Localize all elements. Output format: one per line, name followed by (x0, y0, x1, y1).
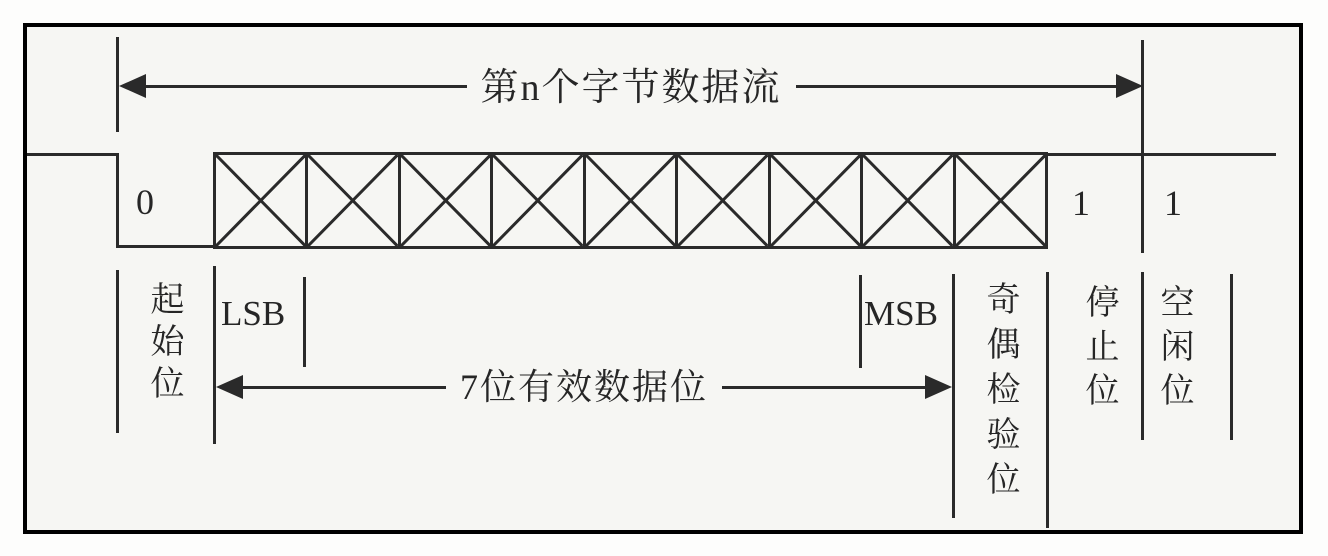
arrowhead-right-icon (1116, 74, 1143, 98)
start-bit-falling-edge (116, 153, 119, 248)
data-bit-cell (305, 155, 397, 246)
x-hatch-icon (401, 155, 490, 246)
start-bit-value: 0 (136, 182, 154, 222)
x-hatch-icon (216, 155, 305, 246)
arrow-line-right (796, 85, 1117, 88)
arrow-line-left (243, 386, 446, 389)
arrowhead-left-icon (119, 74, 146, 98)
idle-bit-value: 1 (1164, 183, 1182, 223)
data-bit-cell (216, 155, 305, 246)
x-hatch-icon (493, 155, 582, 246)
data-cells (213, 152, 1048, 249)
data-bit-cell (675, 155, 767, 246)
msb-label: MSB (864, 294, 938, 333)
stop-bit-label: 停止位 (1080, 284, 1117, 416)
data-bit-cell (583, 155, 675, 246)
parity-field-left-line (952, 274, 955, 518)
x-hatch-icon (956, 155, 1045, 246)
data-bit-cell (490, 155, 582, 246)
byte-stream-label: 第n个字节数据流 (480, 66, 782, 109)
x-hatch-icon (863, 155, 952, 246)
start-bit-low-line (116, 245, 216, 248)
x-hatch-icon (308, 155, 397, 246)
data-bit-cell (953, 155, 1045, 246)
x-hatch-icon (586, 155, 675, 246)
byte-stream-span-arrow (119, 66, 1143, 109)
lsb-right-tick (303, 277, 306, 367)
waveform-high-line-left (27, 153, 118, 156)
lsb-label: LSB (221, 294, 286, 333)
data-bit-cell (398, 155, 490, 246)
idle-field-right-line (1230, 274, 1233, 440)
arrowhead-right-icon (925, 375, 952, 399)
arrowhead-left-icon (216, 375, 243, 399)
data-bits-span-arrow (216, 366, 952, 407)
start-bit-label: 起始位 (145, 281, 182, 407)
stop-bit-value: 1 (1072, 183, 1090, 223)
msb-left-tick (859, 275, 862, 368)
stop-field-left-line (1046, 272, 1049, 528)
data-bits-label: 7位有效数据位 (460, 366, 709, 407)
data-bit-cell (860, 155, 952, 246)
parity-bit-label: 奇偶检验位 (981, 281, 1018, 506)
data-bit-cell (768, 155, 860, 246)
idle-field-left-line (1141, 272, 1144, 440)
arrow-line-left (146, 85, 467, 88)
x-hatch-icon (678, 155, 767, 246)
waveform-high-line-right (1045, 153, 1276, 156)
start-field-right-line (213, 266, 216, 444)
idle-bit-label: 空闲位 (1155, 284, 1192, 416)
start-field-left-tick (116, 270, 119, 433)
x-hatch-icon (771, 155, 860, 246)
arrow-line-right (722, 386, 925, 389)
